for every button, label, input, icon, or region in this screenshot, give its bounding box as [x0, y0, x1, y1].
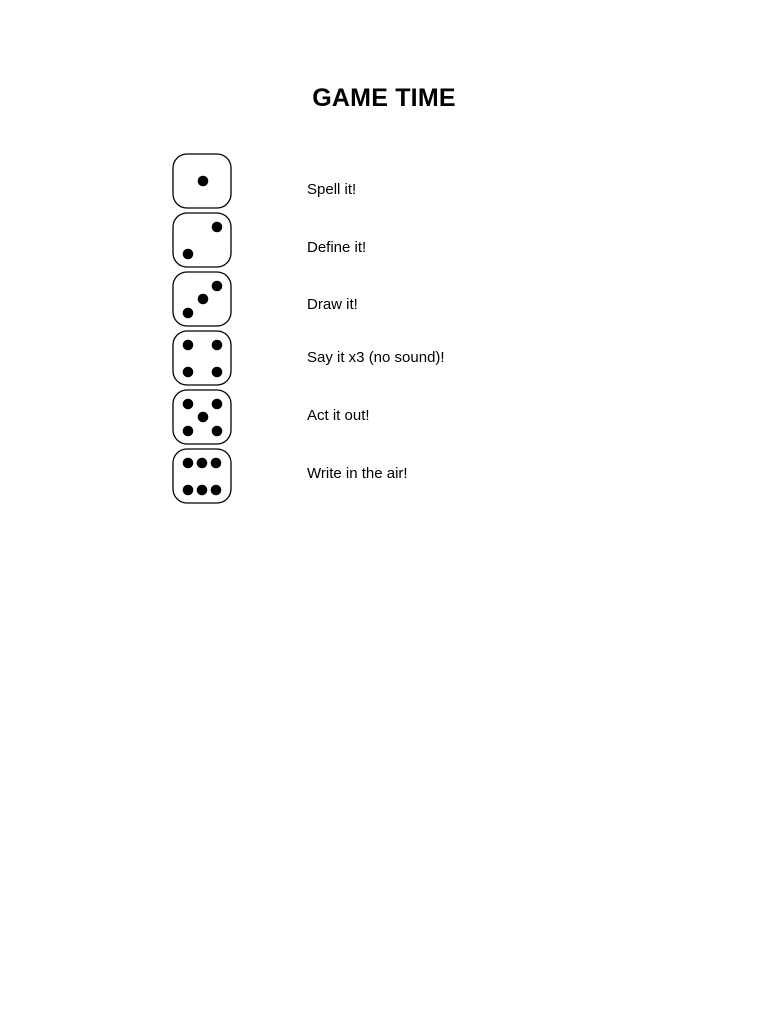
die-face-one-icon — [172, 153, 232, 209]
die-face-five-icon — [172, 389, 232, 445]
die-face-six-icon — [172, 448, 232, 504]
die-face-two-icon — [172, 212, 232, 268]
die-face-four-icon — [172, 330, 232, 386]
action-label-spell: Spell it! — [307, 181, 357, 198]
action-label-define: Define it! — [307, 239, 367, 256]
action-label-write: Write in the air! — [307, 465, 408, 482]
action-label-draw: Draw it! — [307, 296, 358, 313]
action-label-act: Act it out! — [307, 407, 370, 424]
page-title: GAME TIME — [312, 84, 456, 112]
die-face-three-icon — [172, 271, 232, 327]
action-label-say: Say it x3 (no sound)! — [307, 349, 445, 366]
